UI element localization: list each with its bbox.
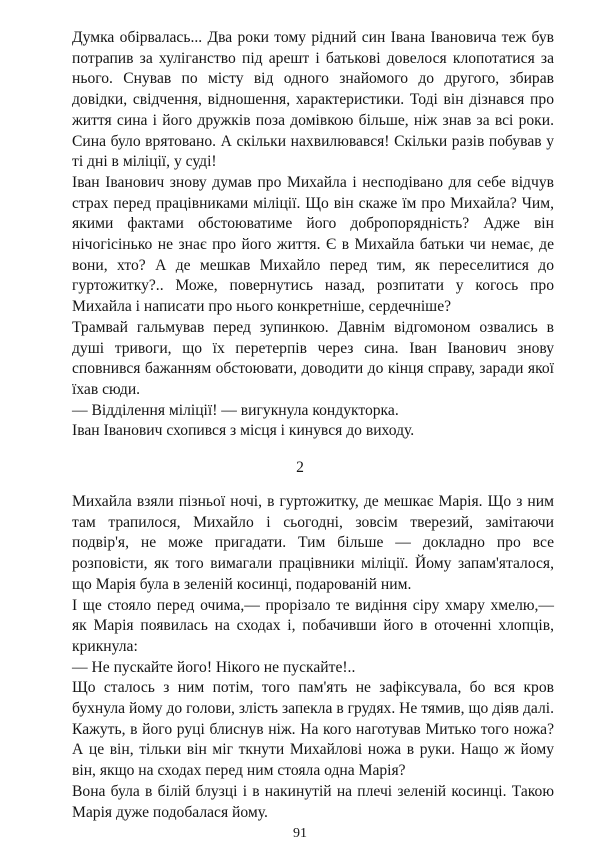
- paragraph: Михайла взяли пізньої ночі, в гуртожитку, де мешкає Марія. Що з ним там трапилося, Михайло і сьогодні, зовсім тверезий, замітаючи подвір'я, не може пригадати. Тим більше — докладно про все розповісти, як того вимагали працівники міліції. Йому запам'яталося, що Марія була в зеленій косинці, подарованій ним.: [72, 493, 554, 593]
- page-number: 91: [293, 826, 307, 841]
- paragraph: Трамвай гальмував перед зупинкою. Давнім відгомоном озвались в душі тривоги, що їх перетерпів через сина. Іван Іванович знову сповнився бажанням обстоювати, доводити до кінця справу, заради якої їхав сюди.: [72, 318, 554, 398]
- section-number: 2: [296, 459, 304, 476]
- paragraph: Вона була в білій блузці і в накинутій на плечі зеленій косинці. Такою Марія дуже подобалася йому.: [72, 782, 554, 821]
- paragraph: Думка обірвалась... Два роки тому рідний син Івана Івановича теж був потрапив за хуліганство під арешт і батькові довелося клопотатися за нього. Снував по місту від одного знайомого до другого, збирав довідки, свідчення, відношення, характеристики. Тоді він дізнався про життя сина і його дружків поза домівкою більше, ніж знав за всі роки. Сина було врятовано. А скільки нахвилювався! Скільки разів побував у ті дні в міліції, у суді!: [72, 29, 554, 171]
- paragraph: — Не пускайте його! Нікого не пускайте!..: [72, 658, 356, 676]
- section-2: [72, 492, 554, 823]
- paragraph: — Відділення міліції! — вигукнула кондукторка.: [72, 401, 399, 419]
- section-1: [72, 28, 554, 442]
- paragraph: Іван Іванович схопився з місця і кинувся до виходу.: [72, 422, 415, 440]
- paragraph: Іван Іванович знову думав про Михайла і несподівано для себе відчув страх перед працівниками міліції. Що він скаже їм про Михайла? Чим, якими фактами обстоюватиме його добропорядність? Адже він нічогісінько не знає про його життя. Є в Михайла батьки чи немає, де вони, хто? А де мешкав Михайло перед тим, як переселитися до гуртожитку?.. Може, повернутись назад, розпитати у когось про Михайла і написати про нього конкретніше, сердечніше?: [72, 173, 554, 316]
- paragraph: Що сталось з ним потім, того пам'ять не зафіксувала, бо вся кров бухнула йому до голови, злість запекла в грудях. Не тямив, що діяв далі. Кажуть, в його руці блиснув ніж. На кого наготував Митько того ножа? А це він, тільки він міг ткнути Михайлові ножа в руки. Нащо ж йому він, якщо на сходах перед ним стояла одна Марія?: [72, 679, 554, 780]
- paragraph: І ще стояло перед очима,— прорізало те видіння сіру хмару хмелю,— як Марія появилась на сходах і, побачивши його в оточенні хлопців, крикнула:: [72, 596, 554, 655]
